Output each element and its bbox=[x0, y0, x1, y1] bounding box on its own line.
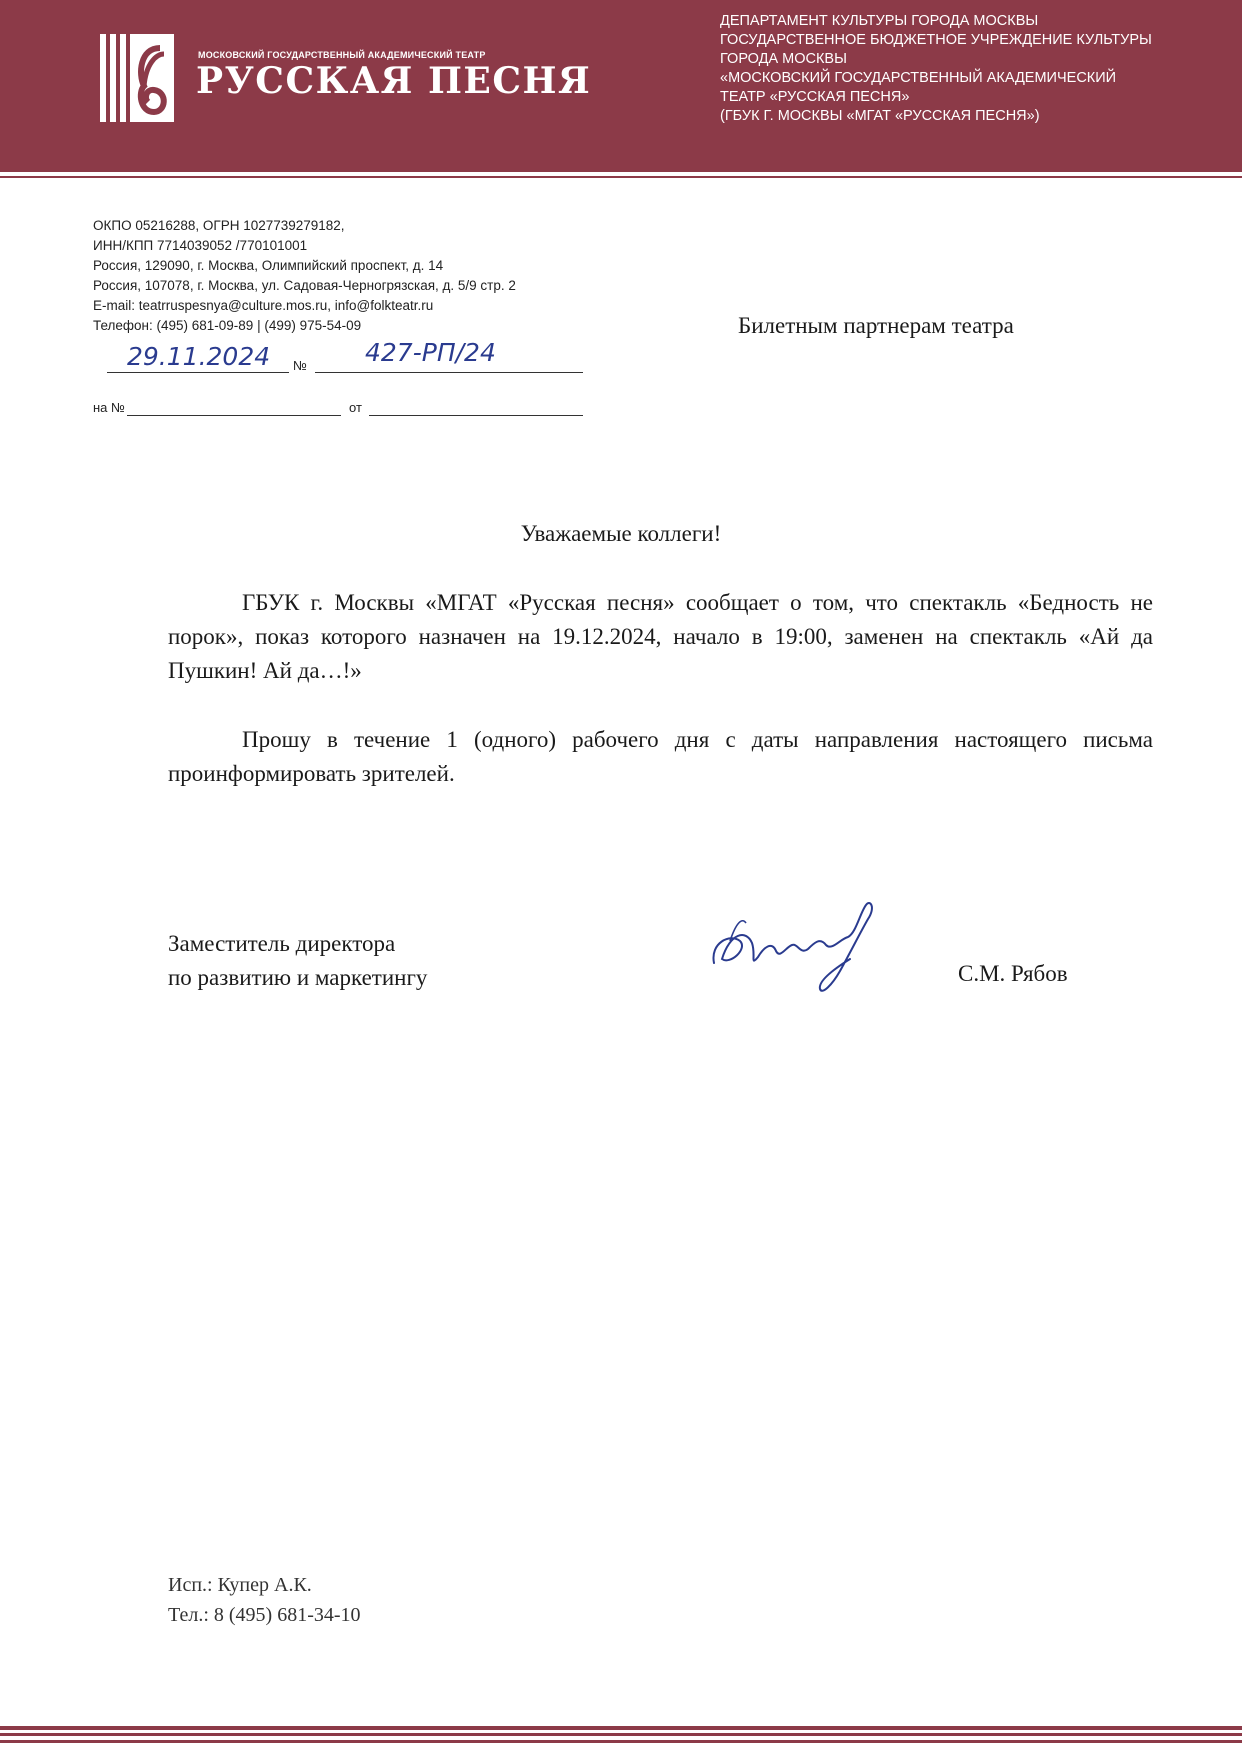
requisite-line: Россия, 107078, г. Москва, ул. Садовая-Черногрязская, д. 5/9 стр. 2 bbox=[93, 278, 516, 293]
in-reply-label: на № bbox=[93, 400, 125, 415]
theatre-logo-icon bbox=[100, 34, 174, 122]
handwritten-number: 427-РП/24 bbox=[365, 338, 496, 367]
from-label: от bbox=[349, 400, 362, 415]
header-rule bbox=[0, 176, 1242, 178]
department-line: ДЕПАРТАМЕНТ КУЛЬТУРЫ ГОРОДА МОСКВЫ bbox=[720, 13, 1039, 29]
executor-phone: Тел.: 8 (495) 681-34-10 bbox=[168, 1604, 361, 1626]
addressee: Билетным партнерам театра bbox=[738, 313, 1014, 338]
department-line: ГОРОДА МОСКВЫ bbox=[720, 51, 847, 67]
body-paragraph: Прошу в течение 1 (одного) рабочего дня с даты направления настоящего письма проинформировать зрителей. bbox=[168, 727, 1153, 786]
logo-subtitle: МОСКОВСКИЙ ГОСУДАРСТВЕННЫЙ АКАДЕМИЧЕСКИЙ ТЕАТР bbox=[198, 50, 486, 60]
footer-rule bbox=[0, 1740, 1242, 1743]
signer-name: С.М. Рябов bbox=[958, 961, 1068, 986]
number-label: № bbox=[293, 358, 307, 373]
requisite-line: Телефон: (495) 681-09-89 | (499) 975-54-09 bbox=[93, 318, 362, 333]
body-paragraph: ГБУК г. Москвы «МГАТ «Русская песня» сообщает о том, что спектакль «Бедность не порок», показ которого назначен на 19.12.2024, начало в 19:00, заменен на спектакль «Ай да Пушкин! Ай да…!» bbox=[168, 590, 1153, 683]
department-line: ГОСУДАРСТВЕННОЕ БЮДЖЕТНОЕ УЧРЕЖДЕНИЕ КУЛЬТУРЫ bbox=[720, 32, 1152, 48]
signer-position-line: по развитию и маркетингу bbox=[168, 965, 428, 990]
letterhead-band bbox=[0, 0, 1242, 168]
footer-rule bbox=[0, 1733, 1242, 1736]
reference-line bbox=[93, 336, 583, 376]
signer-position bbox=[168, 927, 427, 995]
footer-rule bbox=[0, 1726, 1242, 1730]
header-rule bbox=[0, 168, 1242, 172]
requisite-line: ИНН/КПП 7714039052 /770101001 bbox=[93, 238, 308, 253]
signer-position-line: Заместитель директора bbox=[168, 931, 396, 956]
logo-title: РУССКАЯ ПЕСНЯ bbox=[196, 60, 592, 102]
department-line: (ГБУК Г. МОСКВЫ «МГАТ «РУССКАЯ ПЕСНЯ») bbox=[720, 108, 1040, 124]
executor-block bbox=[168, 1570, 361, 1630]
handwritten-date: 29.11.2024 bbox=[127, 342, 271, 371]
department-block bbox=[720, 12, 1152, 126]
requisite-line: E-mail: teatrruspesnya@culture.mos.ru, info@folkteatr.ru bbox=[93, 298, 434, 313]
salutation: Уважаемые коллеги! bbox=[520, 521, 722, 546]
handwritten-signature-icon bbox=[700, 893, 900, 1003]
requisite-line: ОКПО 05216288, ОГРН 1027739279182, bbox=[93, 218, 345, 233]
department-line: «МОСКОВСКИЙ ГОСУДАРСТВЕННЫЙ АКАДЕМИЧЕСКИЙ bbox=[720, 70, 1117, 86]
in-reply-line bbox=[93, 398, 583, 420]
department-line: ТЕАТР «РУССКАЯ ПЕСНЯ» bbox=[720, 89, 910, 105]
requisite-line: Россия, 129090, г. Москва, Олимпийский проспект, д. 14 bbox=[93, 258, 444, 273]
requisites-block bbox=[93, 216, 516, 336]
executor-name: Исп.: Купер А.К. bbox=[168, 1574, 312, 1596]
